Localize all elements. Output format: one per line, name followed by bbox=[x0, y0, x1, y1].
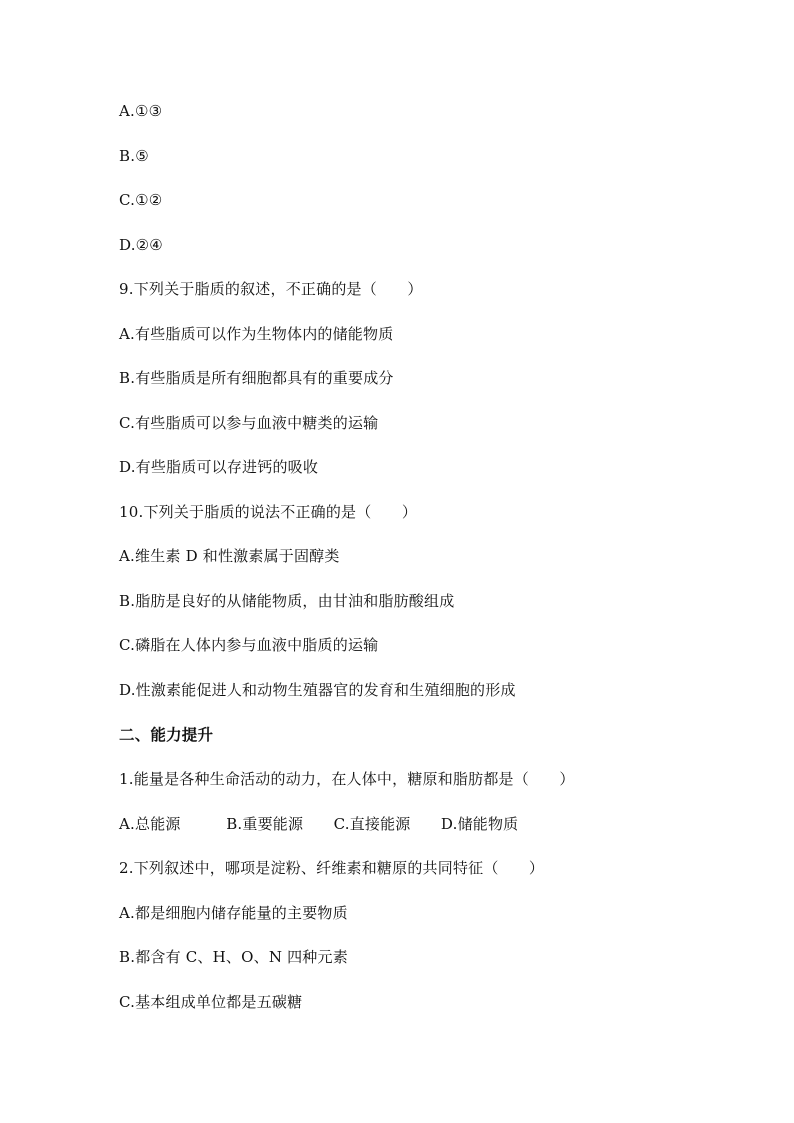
option-d-q9: D.有些脂质可以存进钙的吸收 bbox=[119, 458, 319, 476]
option-c-q2: C.基本组成单位都是五碳糖 bbox=[119, 993, 303, 1011]
question-2: 2.下列叙述中，哪项是淀粉、纤维素和糖原的共同特征（ ） bbox=[119, 859, 545, 877]
option-b-q8: B.⑤ bbox=[119, 147, 149, 165]
option-c-q10: C.磷脂在人体内参与血液中脂质的运输 bbox=[119, 636, 379, 654]
option-d-q10: D.性激素能促进人和动物生殖器官的发育和生殖细胞的形成 bbox=[119, 681, 516, 699]
question-9: 9.下列关于脂质的叙述，不正确的是（ ） bbox=[119, 280, 423, 298]
option-a-q8: A.①③ bbox=[119, 102, 163, 120]
option-b-q10: B.脂肪是良好的从储能物质，由甘油和脂肪酸组成 bbox=[119, 592, 455, 610]
option-a-q10: A.维生素 D 和性激素属于固醇类 bbox=[119, 547, 340, 565]
section-heading: 二、能力提升 bbox=[119, 726, 214, 744]
options-q1: A.总能源 B.重要能源 C.直接能源 D.储能物质 bbox=[119, 815, 519, 833]
option-d-q8: D.②④ bbox=[119, 236, 163, 254]
question-1: 1.能量是各种生命活动的动力，在人体中，糖原和脂肪都是（ ） bbox=[119, 770, 575, 788]
option-c-q9: C.有些脂质可以参与血液中糖类的运输 bbox=[119, 414, 379, 432]
option-a-q9: A.有些脂质可以作为生物体内的储能物质 bbox=[119, 325, 394, 343]
option-b-q9: B.有些脂质是所有细胞都具有的重要成分 bbox=[119, 369, 394, 387]
option-b-q2: B.都含有 C、H、O、N 四种元素 bbox=[119, 948, 348, 966]
option-a-q2: A.都是细胞内储存能量的主要物质 bbox=[119, 904, 348, 922]
option-c-q8: C.①② bbox=[119, 191, 163, 209]
question-10: 10.下列关于脂质的说法不正确的是（ ） bbox=[119, 503, 418, 521]
